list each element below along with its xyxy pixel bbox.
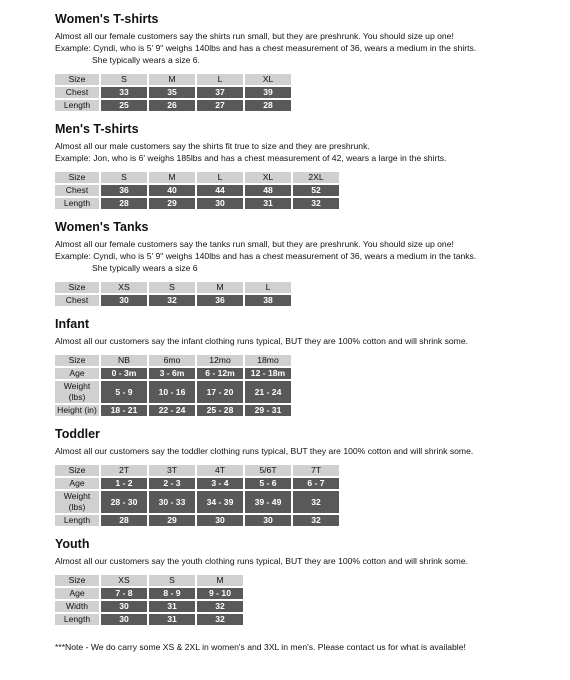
- size-table: [53, 170, 341, 211]
- value-cell: 39: [245, 87, 291, 98]
- value-cell: 39 - 49: [245, 491, 291, 513]
- header-cell: 7T: [293, 465, 339, 476]
- value-cell: 32: [293, 515, 339, 526]
- footnote: ***Note - We do carry some XS & 2XL in women's and 3XL in men's. Please contact us for what is available!: [55, 642, 466, 652]
- table-row: [55, 588, 243, 599]
- value-cell: 30: [101, 614, 147, 625]
- table-row: [55, 87, 291, 98]
- example-line: Example: Jon, who is 6' weighs 185lbs and has a chest measurement of 42, wears a large in the shirts.: [55, 153, 447, 163]
- size-table: [53, 280, 293, 308]
- value-cell: 36: [197, 295, 243, 306]
- header-cell: XS: [101, 282, 147, 293]
- value-cell: 48: [245, 185, 291, 196]
- row-label: Length: [55, 614, 99, 625]
- section-youth: [55, 537, 565, 627]
- section-title: Women's T-shirts: [55, 12, 159, 26]
- header-cell: L: [245, 282, 291, 293]
- value-cell: 38: [245, 295, 291, 306]
- description-line: Almost all our customers say the toddler clothing runs typical, BUT they are 100% cotton and will shrink some.: [55, 446, 474, 456]
- value-cell: 32: [293, 491, 339, 513]
- header-cell: Size: [55, 74, 99, 85]
- row-label: Weight (lbs): [55, 491, 99, 513]
- row-label: Age: [55, 478, 99, 489]
- table-header-row: [55, 355, 291, 366]
- value-cell: 52: [293, 185, 339, 196]
- value-cell: 22 - 24: [149, 405, 195, 416]
- value-cell: 28: [101, 515, 147, 526]
- table-row: [55, 368, 291, 379]
- size-table: [53, 72, 293, 113]
- value-cell: 36: [101, 185, 147, 196]
- table-row: [55, 515, 339, 526]
- value-cell: 32: [197, 601, 243, 612]
- header-cell: 5/6T: [245, 465, 291, 476]
- header-cell: M: [149, 74, 195, 85]
- row-label: Weight (lbs): [55, 381, 99, 403]
- value-cell: 5 - 9: [101, 381, 147, 403]
- value-cell: 40: [149, 185, 195, 196]
- value-cell: 33: [101, 87, 147, 98]
- header-cell: M: [197, 282, 243, 293]
- row-label: Width: [55, 601, 99, 612]
- value-cell: 8 - 9: [149, 588, 195, 599]
- section-womens-tanks: [55, 220, 565, 308]
- header-cell: 6mo: [149, 355, 195, 366]
- value-cell: 31: [149, 614, 195, 625]
- value-cell: 28: [245, 100, 291, 111]
- table-row: [55, 185, 339, 196]
- header-cell: L: [197, 74, 243, 85]
- description-line: Almost all our customers say the infant clothing runs typical, BUT they are 100% cotton and will shrink some.: [55, 336, 469, 346]
- section-title: Youth: [55, 537, 90, 551]
- value-cell: 3 - 6m: [149, 368, 195, 379]
- header-cell: M: [197, 575, 243, 586]
- table-row: [55, 601, 243, 612]
- table-row: [55, 478, 339, 489]
- value-cell: 2 - 3: [149, 478, 195, 489]
- value-cell: 32: [149, 295, 195, 306]
- header-cell: XS: [101, 575, 147, 586]
- section-mens-tshirts: [55, 122, 565, 211]
- value-cell: 17 - 20: [197, 381, 243, 403]
- description-line: Almost all our customers say the youth clothing runs typical, BUT they are 100% cotton and will shrink some.: [55, 556, 469, 566]
- table-header-row: [55, 575, 243, 586]
- example-line-continued: She typically wears a size 6: [92, 263, 198, 273]
- row-label: Chest: [55, 87, 99, 98]
- value-cell: 29 - 31: [245, 405, 291, 416]
- value-cell: 25: [101, 100, 147, 111]
- value-cell: 25 - 28: [197, 405, 243, 416]
- row-label: Age: [55, 368, 99, 379]
- table-header-row: [55, 465, 339, 476]
- example-line: Example: Cyndi, who is 5' 9" weighs 140lbs and has a chest measurement of 36, wears a medium in the tanks.: [55, 251, 477, 261]
- value-cell: 6 - 12m: [197, 368, 243, 379]
- header-cell: S: [149, 282, 195, 293]
- value-cell: 35: [149, 87, 195, 98]
- table-row: [55, 381, 291, 403]
- value-cell: 44: [197, 185, 243, 196]
- table-row: [55, 198, 339, 209]
- header-cell: Size: [55, 575, 99, 586]
- header-cell: M: [149, 172, 195, 183]
- value-cell: 30: [101, 295, 147, 306]
- value-cell: 30: [197, 198, 243, 209]
- table-row: [55, 295, 291, 306]
- value-cell: 12 - 18m: [245, 368, 291, 379]
- value-cell: 30: [245, 515, 291, 526]
- section-title: Men's T-shirts: [55, 122, 139, 136]
- row-label: Length: [55, 100, 99, 111]
- table-row: [55, 100, 291, 111]
- size-table: [53, 463, 341, 528]
- header-cell: 4T: [197, 465, 243, 476]
- header-cell: Size: [55, 172, 99, 183]
- header-cell: S: [149, 575, 195, 586]
- table-row: [55, 614, 243, 625]
- table-header-row: [55, 172, 339, 183]
- description-line: Almost all our female customers say the tanks run small, but they are preshrunk. You should size up one!: [55, 239, 454, 249]
- value-cell: 30: [197, 515, 243, 526]
- row-label: Length: [55, 198, 99, 209]
- section-infant: [55, 317, 565, 418]
- header-cell: 2XL: [293, 172, 339, 183]
- value-cell: 31: [149, 601, 195, 612]
- section-title: Women's Tanks: [55, 220, 149, 234]
- example-line: Example: Cyndi, who is 5' 9" weighs 140lbs and has a chest measurement of 36, wears a medium in the shirts.: [55, 43, 477, 53]
- value-cell: 27: [197, 100, 243, 111]
- value-cell: 18 - 21: [101, 405, 147, 416]
- size-table: [53, 353, 293, 418]
- header-cell: L: [197, 172, 243, 183]
- header-cell: S: [101, 172, 147, 183]
- value-cell: 34 - 39: [197, 491, 243, 513]
- header-cell: NB: [101, 355, 147, 366]
- header-cell: Size: [55, 465, 99, 476]
- value-cell: 30 - 33: [149, 491, 195, 513]
- value-cell: 1 - 2: [101, 478, 147, 489]
- value-cell: 7 - 8: [101, 588, 147, 599]
- section-toddler: [55, 427, 565, 528]
- value-cell: 0 - 3m: [101, 368, 147, 379]
- row-label: Age: [55, 588, 99, 599]
- value-cell: 9 - 10: [197, 588, 243, 599]
- value-cell: 28 - 30: [101, 491, 147, 513]
- value-cell: 37: [197, 87, 243, 98]
- row-label: Chest: [55, 295, 99, 306]
- section-title: Infant: [55, 317, 90, 331]
- value-cell: 30: [101, 601, 147, 612]
- header-cell: S: [101, 74, 147, 85]
- value-cell: 31: [245, 198, 291, 209]
- size-chart-document: [55, 12, 565, 653]
- value-cell: 5 - 6: [245, 478, 291, 489]
- table-header-row: [55, 74, 291, 85]
- header-cell: 12mo: [197, 355, 243, 366]
- table-row: [55, 491, 339, 513]
- value-cell: 6 - 7: [293, 478, 339, 489]
- value-cell: 29: [149, 515, 195, 526]
- value-cell: 32: [197, 614, 243, 625]
- header-cell: Size: [55, 282, 99, 293]
- table-header-row: [55, 282, 291, 293]
- header-cell: 3T: [149, 465, 195, 476]
- header-cell: XL: [245, 74, 291, 85]
- row-label: Height (in): [55, 405, 99, 416]
- size-table: [53, 573, 245, 627]
- header-cell: XL: [245, 172, 291, 183]
- value-cell: 21 - 24: [245, 381, 291, 403]
- value-cell: 32: [293, 198, 339, 209]
- value-cell: 3 - 4: [197, 478, 243, 489]
- value-cell: 26: [149, 100, 195, 111]
- section-womens-tshirts: [55, 12, 565, 113]
- row-label: Chest: [55, 185, 99, 196]
- example-line-continued: She typically wears a size 6.: [92, 55, 200, 65]
- value-cell: 10 - 16: [149, 381, 195, 403]
- section-title: Toddler: [55, 427, 100, 441]
- description-line: Almost all our male customers say the shirts fit true to size and they are preshrunk.: [55, 141, 370, 151]
- value-cell: 29: [149, 198, 195, 209]
- header-cell: 2T: [101, 465, 147, 476]
- row-label: Length: [55, 515, 99, 526]
- table-row: [55, 405, 291, 416]
- value-cell: 28: [101, 198, 147, 209]
- header-cell: Size: [55, 355, 99, 366]
- description-line: Almost all our female customers say the shirts run small, but they are preshrunk. You should size up one!: [55, 31, 454, 41]
- header-cell: 18mo: [245, 355, 291, 366]
